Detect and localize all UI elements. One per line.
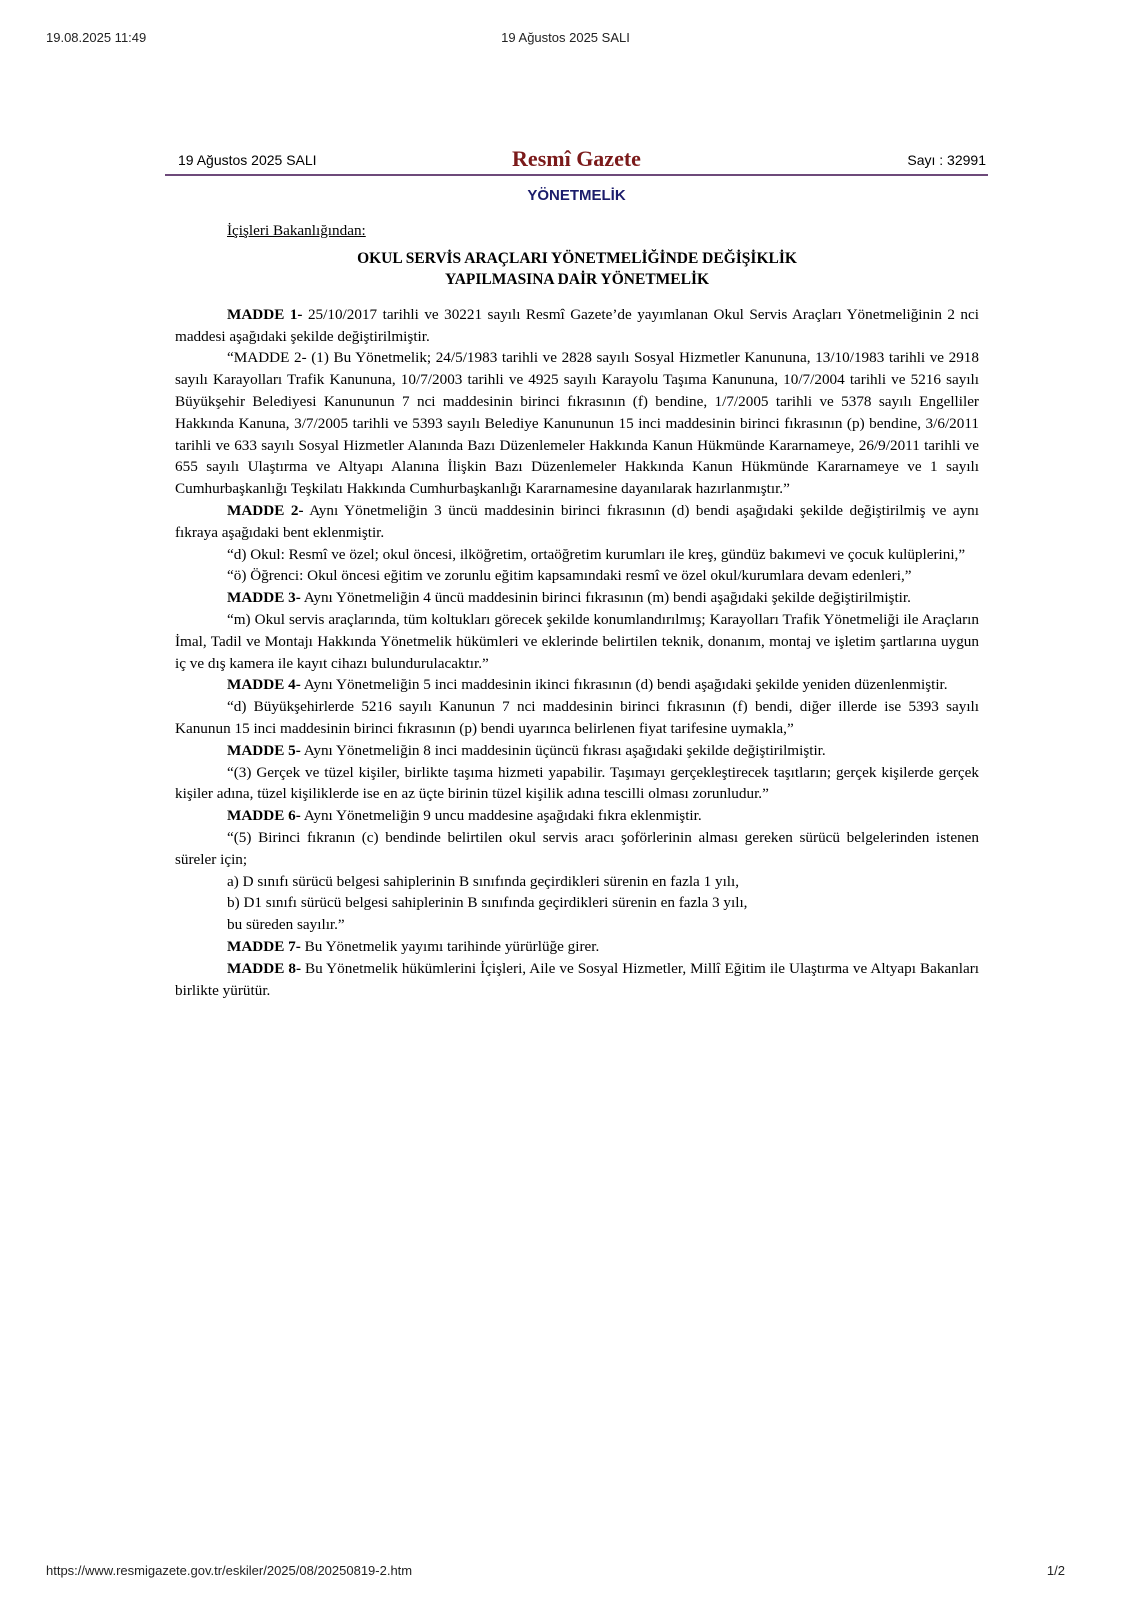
article-paragraph [175,740,979,762]
document-title [175,248,979,290]
gazette-date: 19 Ağustos 2025 SALI [178,152,317,168]
article-text: “d) Okul: Resmî ve özel; okul öncesi, ilköğretim, ortaöğretim kurumları ile kreş, gündüz bakımevi ve çocuk kulüplerini,” [227,545,966,563]
article-paragraph [175,827,979,871]
list-item: b) D1 sınıfı sürücü belgesi sahiplerinin B sınıfında geçirdikleri sürenin en fazla 3 yılı, [227,894,748,912]
article-paragraph [175,500,979,544]
list-item: bu süreden sayılır.” [227,916,345,934]
print-page-title: 19 Ağustos 2025 SALI [501,30,630,45]
article-paragraph [175,347,979,500]
final-articles-list [175,936,979,1001]
gazette-issue-number: Sayı : 32991 [907,152,986,168]
article-text: Aynı Yönetmeliğin 4 üncü maddesinin birinci fıkrasının (m) bendi aşağıdaki şekilde değiştirilmiştir. [300,589,911,607]
article-paragraph [175,544,979,566]
article-label: MADDE 6- [227,807,301,825]
article-text: Bu Yönetmelik yayımı tarihinde yürürlüğe girer. [300,937,600,955]
sub-items-list [175,871,979,936]
article-text: “(5) Birinci fıkranın (c) bendinde belirtilen okul servis aracı şoförlerinin alması gereken sürücü belgelerinden istenen süreler için; [175,828,979,868]
article-text: Bu Yönetmelik hükümlerini İçişleri, Aile ve Sosyal Hizmetler, Millî Eğitim ile Ulaştırma ve Altyapı Bakanları birlikte yürütür. [175,959,979,999]
document-title-line-2: YAPILMASINA DAİR YÖNETMELİK [444,270,710,288]
article-paragraph [175,587,979,609]
article-paragraph [175,609,979,674]
article-text: “(3) Gerçek ve tüzel kişiler, birlikte taşıma hizmeti yapabilir. Taşımayı gerçekleştirecek taşıtların; gerçek kişilerde gerçek kişiler adına, tüzel kişiliklerde ise en az üçte birinin tüzel kişilik adına tescilli olması zorunludur.” [175,763,979,803]
article-text: Aynı Yönetmeliğin 3 üncü maddesinin birinci fıkrasının (d) bendi aşağıdaki şekilde değiştirilmiş ve aynı fıkraya aşağıdaki bent eklenmiştir. [175,501,979,541]
article-paragraph [175,696,979,740]
print-datetime: 19.08.2025 11:49 [46,30,147,45]
article-text: 25/10/2017 tarihli ve 30221 sayılı Resmî Gazete’de yayımlanan Okul Servis Araçları Yönetmeliğinin 2 nci maddesi aşağıdaki şekilde değiştirilmiştir. [175,305,979,345]
article-text: Aynı Yönetmeliğin 8 inci maddesinin üçüncü fıkrası aşağıdaki şekilde değiştirilmiştir. [300,741,826,759]
list-item: a) D sınıfı sürücü belgesi sahiplerinin B sınıfında geçirdikleri sürenin en fazla 1 yılı, [227,872,740,890]
print-page-number: 1/2 [1046,1563,1065,1578]
article-label: MADDE 1- [227,305,303,323]
article-label: MADDE 3- [227,589,301,607]
gazette-title: Resmî Gazete [512,146,641,171]
article-paragraph [175,936,979,958]
article-paragraph [175,762,979,806]
articles-list [175,304,979,871]
article-paragraph [175,805,979,827]
issuing-ministry: İçişleri Bakanlığından: [227,222,366,239]
article-paragraph [175,958,979,1002]
article-paragraph [175,304,979,348]
article-label: MADDE 8- [227,959,302,977]
article-text: “ö) Öğrenci: Okul öncesi eğitim ve zorunlu eğitim kapsamındaki resmî ve özel okul/kurumlara devam edenleri,” [227,567,912,585]
print-url: https://www.resmigazete.gov.tr/eskiler/2025/08/20250819-2.htm [46,1563,413,1578]
article-text: “m) Okul servis araçlarında, tüm koltukları görecek şekilde konumlandırılmış; Karayolları Trafik Yönetmeliği ile Araçların İmal, Tadil ve Montajı Hakkında Yönetmelik hükümleri ve eklerinde belirtilen teknik, donanım, montaj ve işletim şartlarına uygun iç ve dış kamera ile kayıt cihazı bulundurulacaktır.” [175,610,979,672]
article-text: Aynı Yönetmeliğin 9 uncu maddesine aşağıdaki fıkra eklenmiştir. [300,807,702,825]
article-text: “MADDE 2- (1) Bu Yönetmelik; 24/5/1983 tarihli ve 2828 sayılı Sosyal Hizmetler Kanununa, 13/10/1983 tarihli ve 2918 sayılı Karayolları Trafik Kanununa, 10/7/2003 tarihli ve 4925 sayılı Karayolu Taşıma Kanununa, 10/7/2004 tarihli ve 5216 sayılı Büyükşehir Belediyesi Kanununun 7 nci maddesinin birinci fıkrasının (f) bendine, 1/7/2005 tarihli ve 5378 sayılı Engelliler Hakkında Kanuna, 3/7/2005 tarihli ve 5393 sayılı Belediye Kanununun 15 inci maddesinin birinci fıkrasının (p) bendine, 3/6/2011 tarihli ve 633 sayılı Sosyal Hizmetler Alanında Bazı Düzenlemeler Hakkında Kanun Hükmünde Kararnameye, 26/9/2011 tarihli ve 655 sayılı Ulaştırma ve Altyapı Alanına İlişkin Bazı Düzenlemeler Hakkında Kanun Hükmünde Kararnameye ve 1 sayılı Cumhurbaşkanlığı Teşkilatı Hakkında Cumhurbaşkanlığı Kararnamesine dayanılarak hazırlanmıştır.” [175,349,979,498]
section-heading: YÖNETMELİK [527,187,626,204]
article-label: MADDE 4- [227,676,301,694]
article-label: MADDE 5- [227,741,301,759]
article-text: “d) Büyükşehirlerde 5216 sayılı Kanunun 7 nci maddesinin birinci fıkrasının (f) bendi, diğer illerde ise 5393 sayılı Kanunun 15 inci maddesinin birinci fıkrasının (p) bendi uyarınca belirlenen fiyat tarifesine uymakla,” [175,698,979,737]
document-title-line-1: OKUL SERVİS ARAÇLARI YÖNETMELİĞİNDE DEĞİŞİKLİK [357,249,797,267]
gazette-header [165,148,988,176]
document-body [175,215,979,1001]
article-paragraph [175,565,979,587]
article-label: MADDE 2- [227,501,304,519]
article-text: Aynı Yönetmeliğin 5 inci maddesinin ikinci fıkrasının (d) bendi aşağıdaki şekilde yeniden düzenlenmiştir. [300,676,948,694]
article-paragraph [175,674,979,696]
article-label: MADDE 7- [227,937,301,955]
